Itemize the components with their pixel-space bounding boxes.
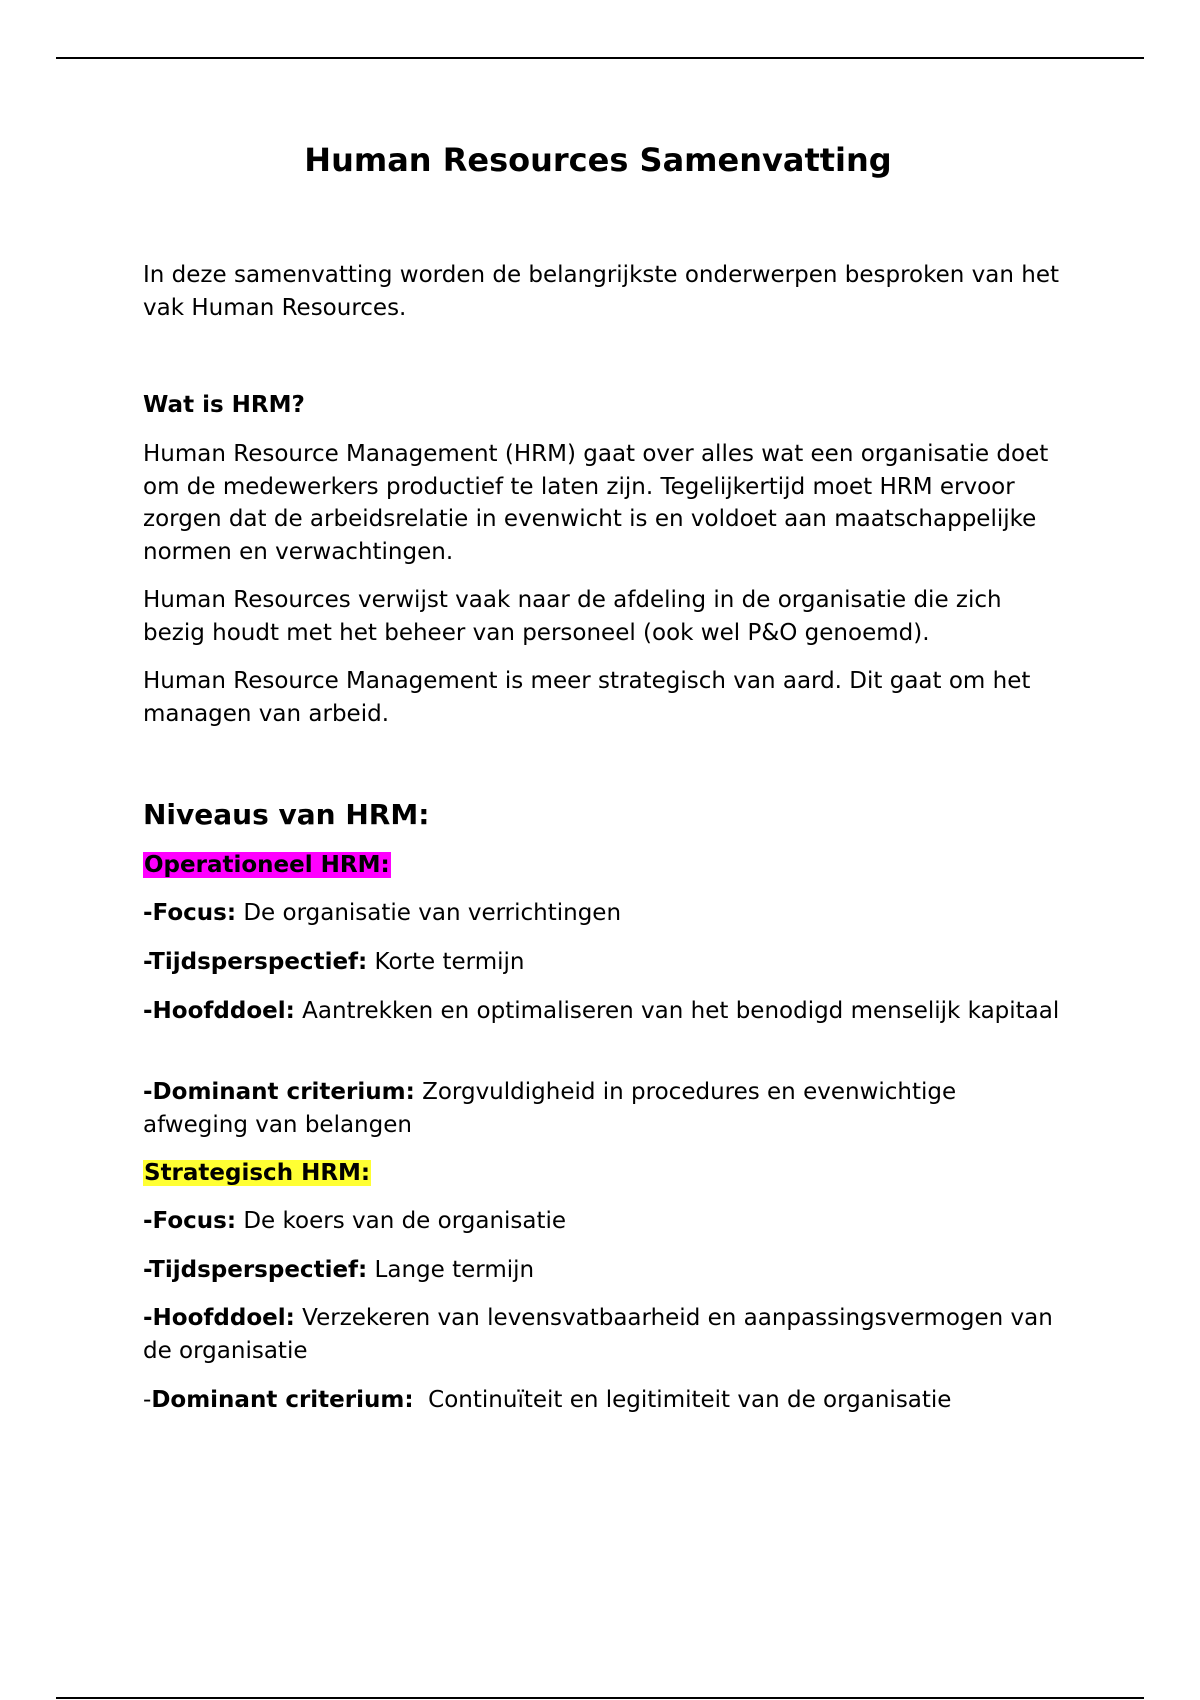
strategic-item-dominant-criterium: [143, 1384, 1063, 1417]
intro-paragraph: In deze samenvatting worden de belangrijkste onderwerpen besproken van het vak Human Resources.: [143, 262, 1059, 321]
item-label: -Tijdsperspectief:: [143, 1257, 368, 1283]
item-label: -Tijdsperspectief:: [143, 949, 368, 975]
item-text: Lange termijn: [367, 1257, 535, 1283]
page-title: Human Resources Samenvatting: [304, 141, 892, 179]
section-heading-niveaus: Niveaus van HRM:: [143, 798, 430, 831]
item-label: -Dominant criterium:: [143, 1079, 415, 1105]
operational-label: Operationeel HRM:: [144, 852, 390, 878]
item-text: Verzekeren van levensvatbaarheid en aanpassingsvermogen van de organisatie: [143, 1305, 1053, 1364]
paragraph-hrm-strategic: Human Resource Management is meer strategisch van aard. Dit gaat om het managen van arbeid.: [143, 668, 1031, 727]
operational-item-hoofddoel: [143, 995, 1063, 1028]
paragraph-hr-department: Human Resources verwijst vaak naar de afdeling in de organisatie die zich bezig houdt met het beheer van personeel (ook wel P&O genoemd).: [143, 587, 1002, 646]
section-heading-wat-is-hrm: Wat is HRM?: [143, 392, 305, 418]
operational-item-tijdsperspectief: [143, 946, 1063, 979]
item-text: Zorgvuldigheid in procedures en evenwichtige afweging van belangen: [143, 1079, 957, 1138]
operational-heading: [143, 849, 1063, 882]
item-label: -Hoofddoel:: [143, 998, 295, 1024]
item-text: Continuïteit en legitimiteit van de organisatie: [413, 1387, 952, 1413]
item-label: Dominant criterium:: [151, 1387, 414, 1413]
strategic-label: Strategisch HRM:: [144, 1160, 371, 1186]
bottom-rule: [56, 1697, 1144, 1699]
strategic-item-hoofddoel: [143, 1302, 1063, 1367]
operational-item-focus: [143, 897, 1063, 930]
item-text: Korte termijn: [367, 949, 525, 975]
strategic-item-focus: [143, 1205, 1063, 1238]
item-prefix: -: [143, 1387, 152, 1413]
strategic-heading: [143, 1157, 1063, 1190]
top-rule: [56, 57, 1144, 59]
item-text: De organisatie van verrichtingen: [236, 900, 622, 926]
item-label: -Focus:: [143, 900, 237, 926]
item-label: -Focus:: [143, 1208, 237, 1234]
paragraph-hrm-definition: Human Resource Management (HRM) gaat over alles wat een organisatie doet om de medewerkers productief te laten zijn. Tegelijkertijd moet HRM ervoor zorgen dat de arbeidsrelatie in evenwicht is en voldoet aan maatschappelijke normen en verwachtingen.: [143, 441, 1049, 565]
item-text: De koers van de organisatie: [236, 1208, 567, 1234]
item-text: Aantrekken en optimaliseren van het benodigd menselijk kapitaal: [294, 998, 1060, 1024]
strategic-item-tijdsperspectief: [143, 1254, 1063, 1287]
operational-item-dominant-criterium: [143, 1076, 1063, 1141]
item-label: -Hoofddoel:: [143, 1305, 295, 1331]
